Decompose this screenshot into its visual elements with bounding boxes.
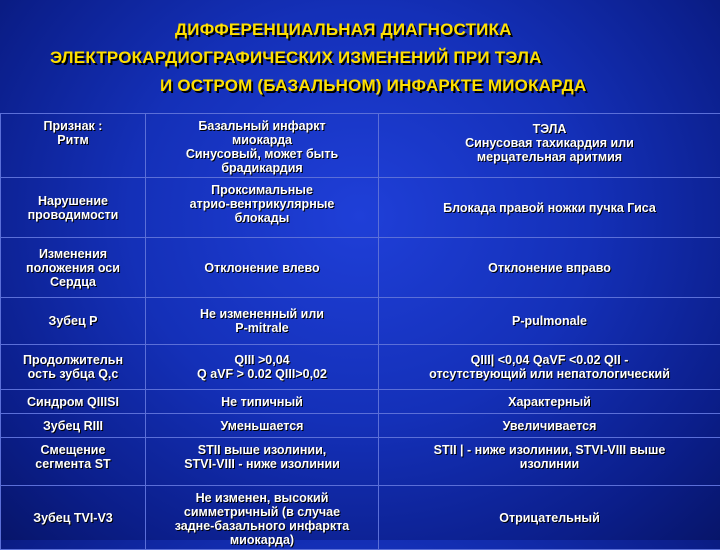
feature-cell: Смещение сегмента ST: [1, 438, 146, 486]
mi-cell: Проксимальные атрио-вентрикулярные блокады: [146, 178, 379, 238]
title-line-1: ДИФФЕРЕНЦИАЛЬНАЯ ДИАГНОСТИКА: [175, 20, 512, 40]
mi-cell: Не измененный или P-mitrale: [146, 298, 379, 345]
pe-cell: ТЭЛА Синусовая тахикардия или мерцательная аритмия: [379, 114, 720, 178]
mi-cell: Базальный инфаркт миокарда Синусовый, может быть брадикардия: [146, 114, 379, 178]
feature-cell: Продолжительн ость зубца Q,c: [1, 345, 146, 390]
table-row: [1, 390, 720, 414]
feature-cell: Признак : Ритм: [1, 114, 146, 178]
feature-cell: Нарушение проводимости: [1, 178, 146, 238]
mi-cell: Отклонение влево: [146, 238, 379, 298]
table-row: [1, 438, 720, 486]
mi-cell: Не типичный: [146, 390, 379, 414]
mi-cell: Не изменен, высокий симметричный (в случае задне-базального инфаркта миокарда): [146, 486, 379, 550]
feature-cell: Изменения положения оси Сердца: [1, 238, 146, 298]
pe-cell: P-pulmonale: [379, 298, 720, 345]
slide-title: [0, 10, 720, 105]
table-row: [1, 345, 720, 390]
title-line-2: ЭЛЕКТРОКАРДИОГРАФИЧЕСКИХ ИЗМЕНЕНИЙ ПРИ ТЭЛА: [50, 48, 542, 68]
pe-cell: Отклонение вправо: [379, 238, 720, 298]
feature-cell: Синдром QIIISI: [1, 390, 146, 414]
feature-cell: Зубец RIII: [1, 414, 146, 438]
feature-cell: Зубец TVI-V3: [1, 486, 146, 550]
mi-cell: Уменьшается: [146, 414, 379, 438]
pe-cell: Увеличивается: [379, 414, 720, 438]
table-row: [1, 298, 720, 345]
mi-cell: QIII >0,04 Q aVF > 0.02 QIII>0,02: [146, 345, 379, 390]
pe-cell: Блокада правой ножки пучка Гиса: [379, 178, 720, 238]
mi-cell: STII выше изолинии, STVI-VIII - ниже изолинии: [146, 438, 379, 486]
comparison-table: [0, 113, 720, 550]
table-row: [1, 114, 720, 178]
pe-cell: STII | - ниже изолинии, STVI-VIII выше изолинии: [379, 438, 720, 486]
table-row: [1, 178, 720, 238]
table-row: [1, 238, 720, 298]
title-line-3: И ОСТРОМ (БАЗАЛЬНОМ) ИНФАРКТЕ МИОКАРДА: [160, 76, 586, 96]
pe-cell: Отрицательный: [379, 486, 720, 550]
table-row: [1, 414, 720, 438]
feature-cell: Зубец P: [1, 298, 146, 345]
pe-cell: Характерный: [379, 390, 720, 414]
pe-cell: QIII| <0,04 QaVF <0.02 QII - отсутствующий или непатологический: [379, 345, 720, 390]
